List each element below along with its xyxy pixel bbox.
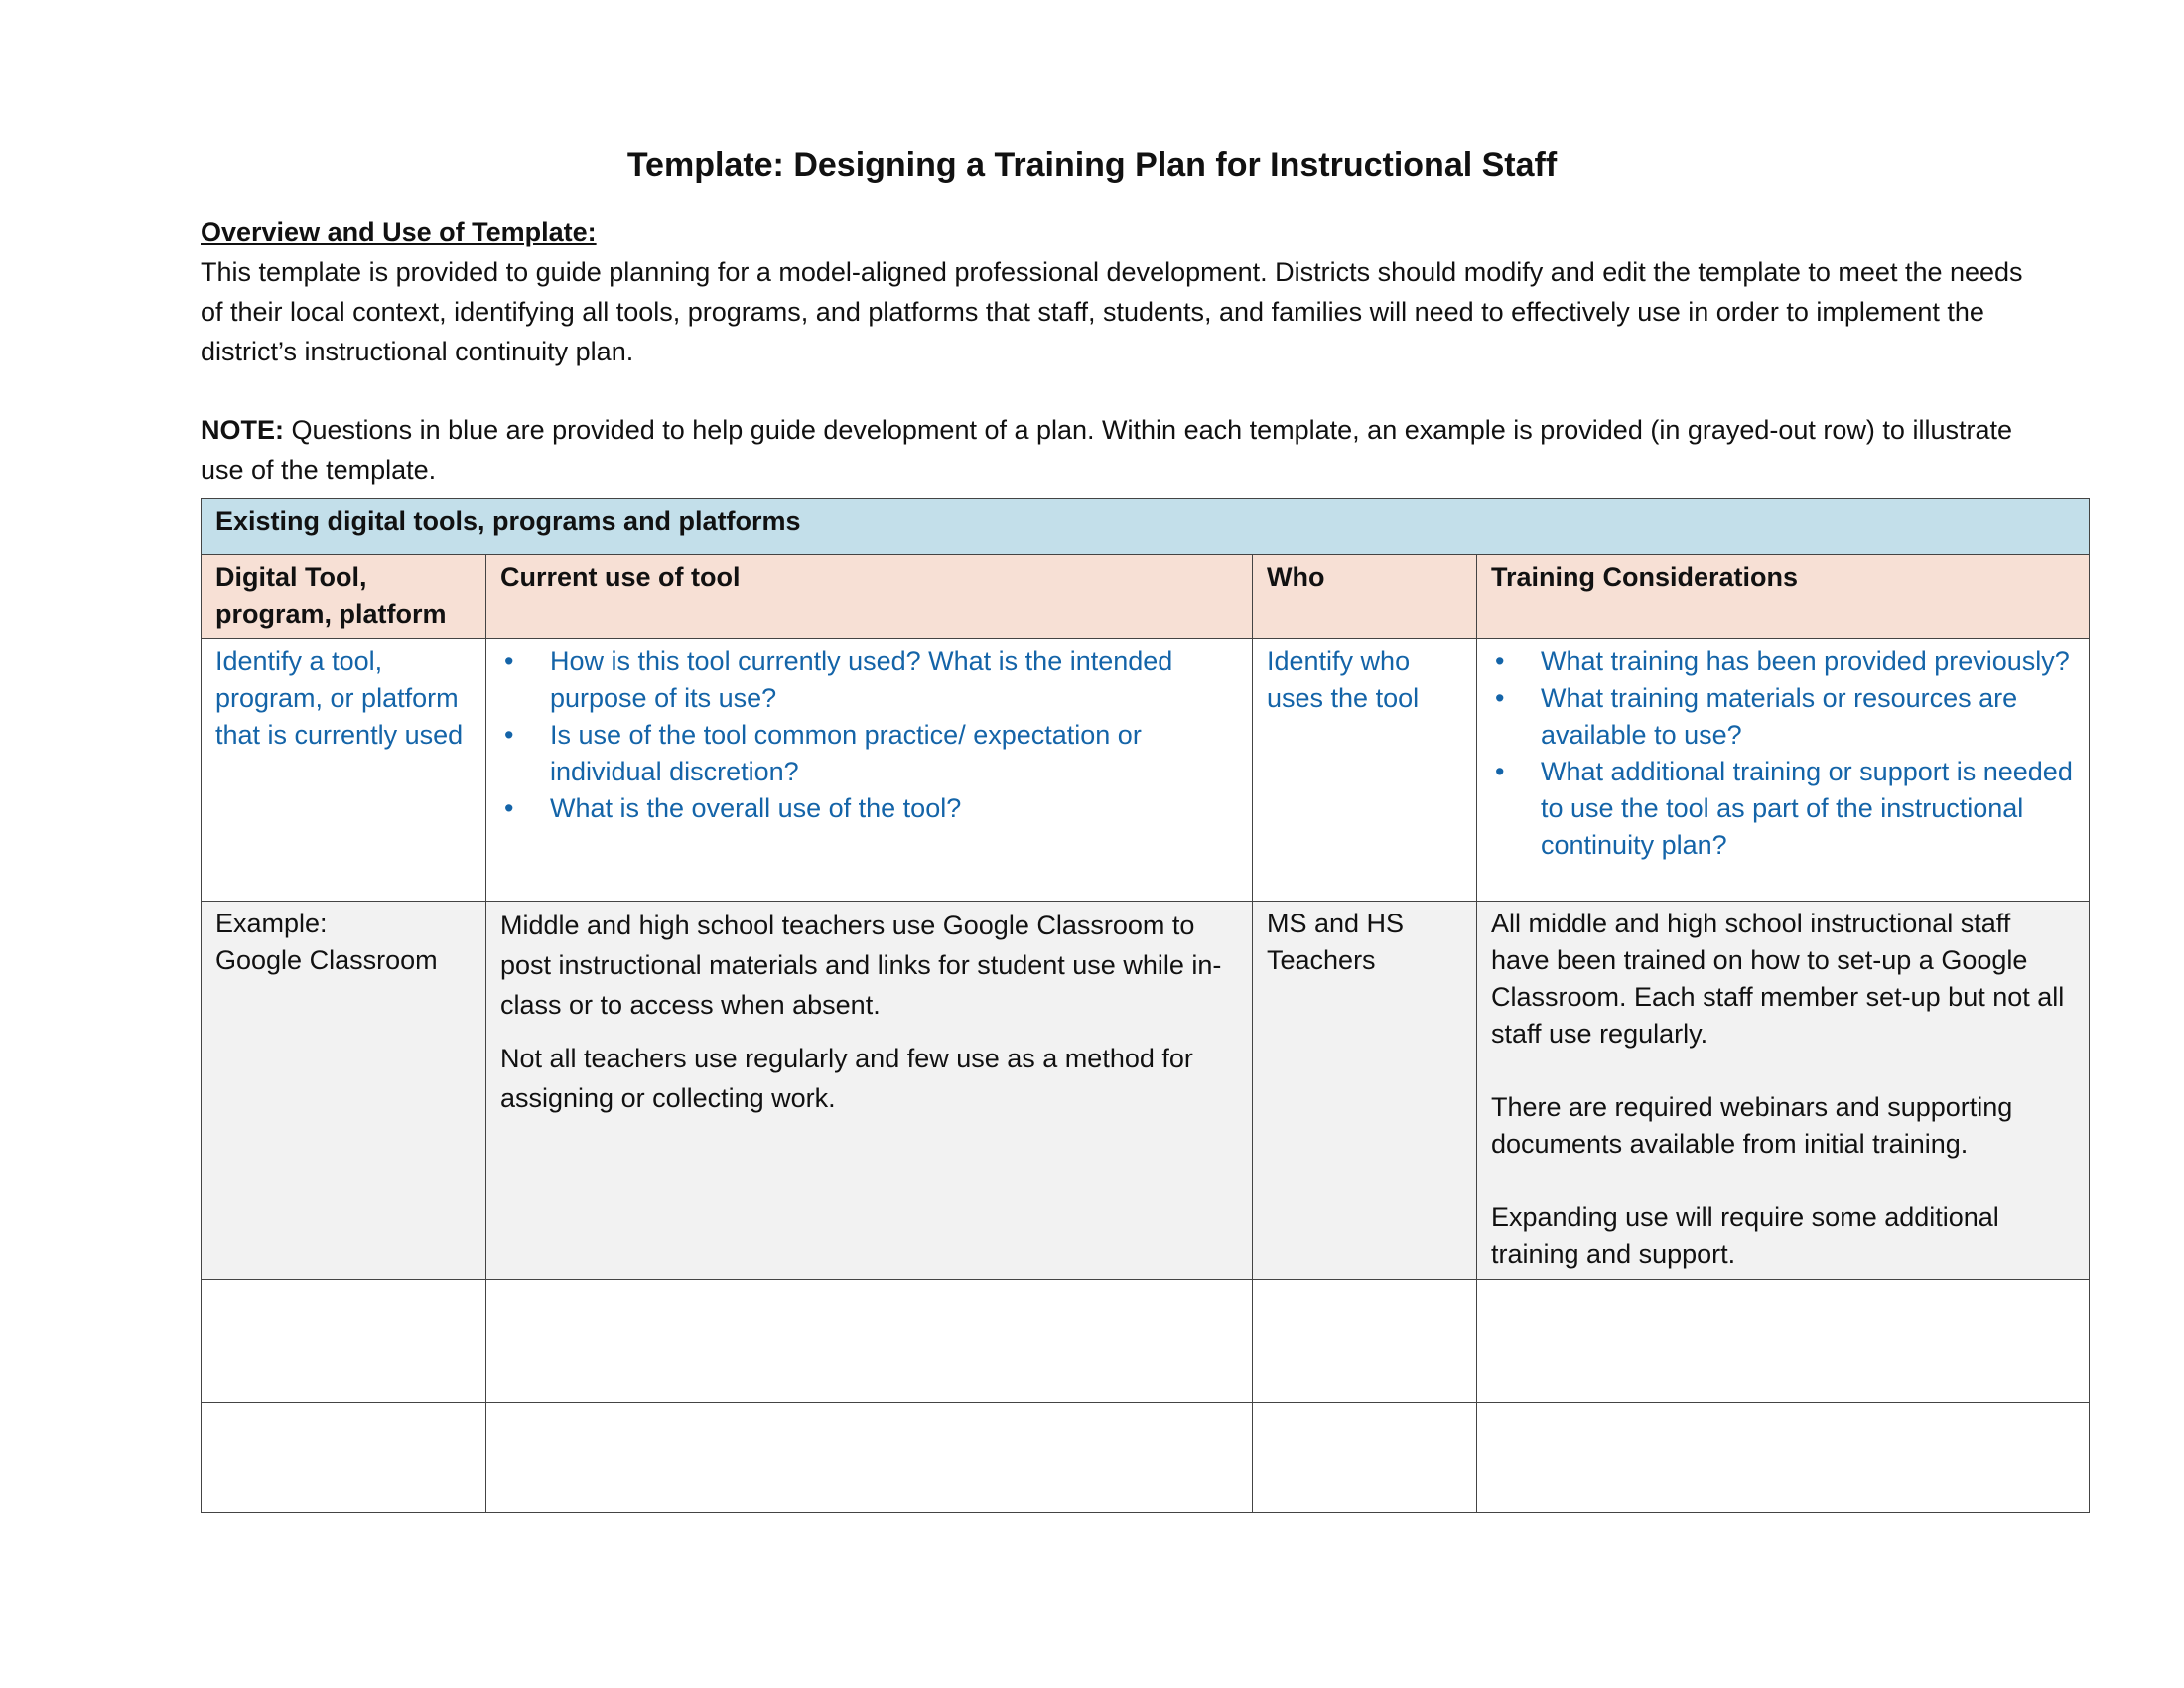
- overview-heading: Overview and Use of Template:: [201, 217, 597, 247]
- example-label: Example:: [215, 909, 328, 938]
- document-title: Template: Designing a Training Plan for Instructional Staff: [626, 146, 1558, 184]
- example-current-use-paragraph: Not all teachers use regularly and few use as a method for assigning or collecting work.: [500, 1044, 1193, 1113]
- guide-row: [202, 639, 2090, 902]
- example-current-use-cell: [486, 902, 1253, 1280]
- overview-section: [201, 212, 2027, 371]
- example-tool-name: Google Classroom: [215, 945, 438, 975]
- blank-row: [202, 1280, 2090, 1403]
- column-header-tool: Digital Tool, program, platform: [202, 555, 486, 639]
- note-paragraph: [201, 410, 2027, 490]
- blank-cell[interactable]: [202, 1403, 486, 1513]
- blank-cell[interactable]: [486, 1403, 1253, 1513]
- guide-who-cell: Identify who uses the tool: [1253, 639, 1477, 902]
- list-item: • What training materials or resources are available to use?: [1491, 680, 2075, 754]
- example-training-paragraph: There are required webinars and supporting documents available from initial training.: [1491, 1092, 2013, 1159]
- blank-cell[interactable]: [1477, 1280, 2090, 1403]
- list-item: • What additional training or support is needed to use the tool as part of the instructional continuity plan?: [1491, 754, 2075, 864]
- table-section-header-row: [202, 499, 2090, 555]
- blank-cell[interactable]: [1253, 1280, 1477, 1403]
- column-header-who: Who: [1253, 555, 1477, 639]
- note-label: NOTE:: [201, 415, 284, 445]
- blank-cell[interactable]: [1253, 1403, 1477, 1513]
- blank-cell[interactable]: [486, 1280, 1253, 1403]
- column-header-current-use: Current use of tool: [486, 555, 1253, 639]
- list-item: • Is use of the tool common practice/ expectation or individual discretion?: [500, 717, 1238, 790]
- example-current-use-paragraph: Middle and high school teachers use Google Classroom to post instructional materials and links for student use while in-class or to access when absent.: [500, 911, 1222, 1020]
- guide-current-use-list: [500, 643, 1238, 827]
- blank-cell[interactable]: [202, 1280, 486, 1403]
- example-training-cell: [1477, 902, 2090, 1280]
- example-training-paragraph: Expanding use will require some additional training and support.: [1491, 1202, 1999, 1269]
- blank-cell[interactable]: [1477, 1403, 2090, 1513]
- example-who-cell: MS and HS Teachers: [1253, 902, 1477, 1280]
- example-tool-cell: [202, 902, 486, 1280]
- column-header-training: Training Considerations: [1477, 555, 2090, 639]
- paragraph-gap: [1491, 1053, 2075, 1089]
- guide-training-cell: [1477, 639, 2090, 902]
- guide-training-list: [1491, 643, 2075, 864]
- overview-text: This template is provided to guide planning for a model-aligned professional development. Districts should modify and edit the template to meet the needs of their local context, identifying all tools, programs, and platforms that staff, students, and families will need to effectively use in order to implement the district’s instructional continuity plan.: [201, 257, 2023, 366]
- list-item: • What training has been provided previously?: [1491, 643, 2075, 680]
- training-plan-table: [201, 498, 2090, 1513]
- table-column-header-row: [202, 555, 2090, 639]
- note-text: Questions in blue are provided to help guide development of a plan. Within each template, an example is provided (in grayed-out row) to illustrate use of the template.: [201, 415, 2012, 485]
- blank-row: [202, 1403, 2090, 1513]
- guide-current-use-cell: [486, 639, 1253, 902]
- list-item: • What is the overall use of the tool?: [500, 790, 1238, 827]
- guide-tool-cell: Identify a tool, program, or platform that is currently used: [202, 639, 486, 902]
- example-training-paragraph: All middle and high school instructional staff have been trained on how to set-up a Google Classroom. Each staff member set-up but not all staff use regularly.: [1491, 909, 2065, 1049]
- list-item: • How is this tool currently used? What is the intended purpose of its use?: [500, 643, 1238, 717]
- section-title: Existing digital tools, programs and platforms: [202, 499, 2090, 555]
- example-row: [202, 902, 2090, 1280]
- paragraph-gap: [1491, 1163, 2075, 1199]
